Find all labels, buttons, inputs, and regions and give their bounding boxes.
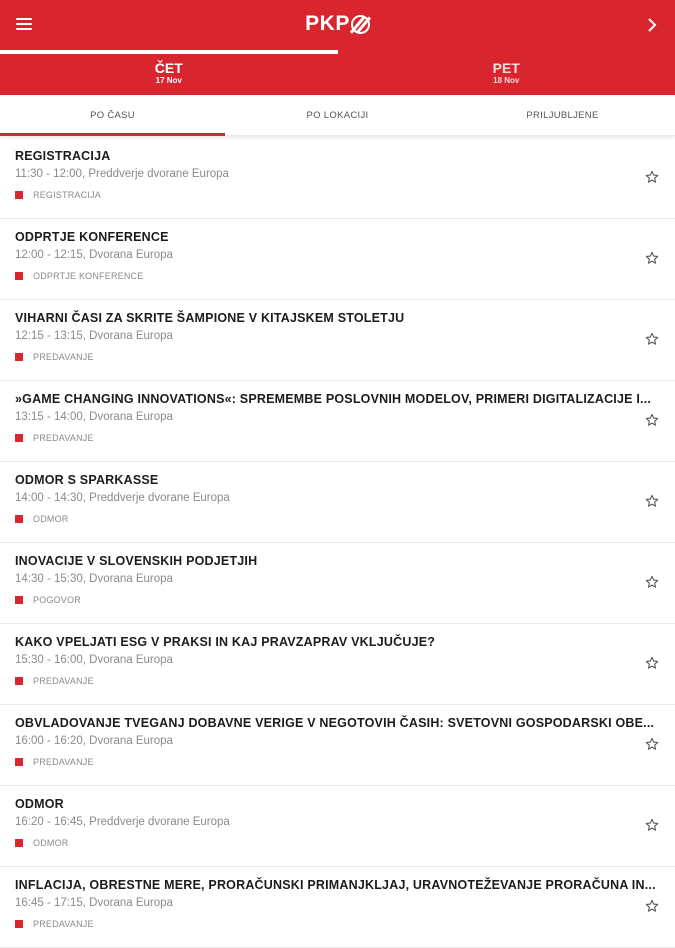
star-icon[interactable] xyxy=(644,574,660,590)
day-tab-indicator xyxy=(0,50,338,54)
star-icon[interactable] xyxy=(644,331,660,347)
session-tag xyxy=(15,352,94,362)
star-icon[interactable] xyxy=(644,736,660,752)
session-title: VIHARNI ČASI ZA SKRITE ŠAMPIONE V KITAJSKEM STOLETJU xyxy=(15,311,630,325)
tag-label: PREDAVANJE xyxy=(33,757,94,767)
app-logo xyxy=(0,12,675,36)
session-time-location: 12:00 - 12:15, Dvorana Europa xyxy=(15,249,173,261)
session-tag xyxy=(15,190,101,200)
star-icon[interactable] xyxy=(644,655,660,671)
logo-text: PKP xyxy=(305,12,350,36)
list-item[interactable] xyxy=(0,381,675,462)
tab-day-friday[interactable] xyxy=(338,50,675,95)
session-tag xyxy=(15,757,94,767)
session-list xyxy=(0,138,675,948)
list-item[interactable] xyxy=(0,462,675,543)
tab-by-time[interactable]: PO ČASU xyxy=(0,95,225,135)
tag-label: ODMOR xyxy=(33,514,69,524)
day-name: ČET xyxy=(0,60,338,76)
tab-by-location[interactable]: PO LOKACIJI xyxy=(225,95,450,135)
session-time-location: 14:00 - 14:30, Preddverje dvorane Europa xyxy=(15,492,230,504)
star-icon[interactable] xyxy=(644,250,660,266)
tag-label: ODPRTJE KONFERENCE xyxy=(33,271,143,281)
star-icon[interactable] xyxy=(644,493,660,509)
list-item[interactable] xyxy=(0,543,675,624)
session-title: INFLACIJA, OBRESTNE MERE, PRORAČUNSKI PRIMANJKLJAJ, URAVNOTEŽEVANJE PRORAČUNA IN... xyxy=(15,878,630,892)
tag-color-icon xyxy=(15,920,23,928)
logo-ball-icon xyxy=(351,15,370,34)
view-tabs xyxy=(0,95,675,136)
tag-color-icon xyxy=(15,434,23,442)
tag-label: ODMOR xyxy=(33,838,69,848)
list-item[interactable] xyxy=(0,867,675,948)
session-time-location: 16:00 - 16:20, Dvorana Europa xyxy=(15,735,173,747)
session-title: »GAME CHANGING INNOVATIONS«: SPREMEMBE POSLOVNIH MODELOV, PRIMERI DIGITALIZACIJE I... xyxy=(15,392,630,406)
session-tag xyxy=(15,919,94,929)
session-title: ODMOR xyxy=(15,797,630,811)
view-tab-indicator xyxy=(0,133,225,136)
day-date: 18 Nov xyxy=(338,76,675,86)
session-title: INOVACIJE V SLOVENSKIH PODJETJIH xyxy=(15,554,630,568)
day-name: PET xyxy=(338,60,675,76)
list-item[interactable] xyxy=(0,705,675,786)
session-time-location: 13:15 - 14:00, Dvorana Europa xyxy=(15,411,173,423)
session-time-location: 16:45 - 17:15, Dvorana Europa xyxy=(15,897,173,909)
session-time-location: 12:15 - 13:15, Dvorana Europa xyxy=(15,330,173,342)
list-item[interactable] xyxy=(0,219,675,300)
star-icon[interactable] xyxy=(644,898,660,914)
tag-color-icon xyxy=(15,353,23,361)
day-tabs xyxy=(0,50,675,95)
tag-color-icon xyxy=(15,596,23,604)
tag-label: POGOVOR xyxy=(33,595,81,605)
tag-color-icon xyxy=(15,272,23,280)
tab-favorites[interactable]: PRILJUBLJENE xyxy=(450,95,675,135)
star-icon[interactable] xyxy=(644,169,660,185)
tag-label: PREDAVANJE xyxy=(33,433,94,443)
chevron-right-icon[interactable] xyxy=(641,13,663,37)
session-title: ODMOR S SPARKASSE xyxy=(15,473,630,487)
session-title: ODPRTJE KONFERENCE xyxy=(15,230,630,244)
session-time-location: 11:30 - 12:00, Preddverje dvorane Europa xyxy=(15,168,229,180)
tag-color-icon xyxy=(15,839,23,847)
session-tag xyxy=(15,676,94,686)
session-title: REGISTRACIJA xyxy=(15,149,630,163)
session-time-location: 14:30 - 15:30, Dvorana Europa xyxy=(15,573,173,585)
tag-label: REGISTRACIJA xyxy=(33,190,101,200)
list-item[interactable] xyxy=(0,786,675,867)
list-item[interactable] xyxy=(0,138,675,219)
star-icon[interactable] xyxy=(644,817,660,833)
session-title: KAKO VPELJATI ESG V PRAKSI IN KAJ PRAVZAPRAV VKLJUČUJE? xyxy=(15,635,630,649)
tag-color-icon xyxy=(15,191,23,199)
tag-label: PREDAVANJE xyxy=(33,919,94,929)
list-item[interactable] xyxy=(0,624,675,705)
session-tag xyxy=(15,514,69,524)
day-date: 17 Nov xyxy=(0,76,338,86)
tag-color-icon xyxy=(15,677,23,685)
session-tag xyxy=(15,271,143,281)
list-item[interactable] xyxy=(0,300,675,381)
star-icon[interactable] xyxy=(644,412,660,428)
session-time-location: 16:20 - 16:45, Preddverje dvorane Europa xyxy=(15,816,230,828)
tab-day-thursday[interactable] xyxy=(0,50,338,95)
session-time-location: 15:30 - 16:00, Dvorana Europa xyxy=(15,654,173,666)
session-tag xyxy=(15,433,94,443)
tag-color-icon xyxy=(15,758,23,766)
session-title: OBVLADOVANJE TVEGANJ DOBAVNE VERIGE V NEGOTOVIH ČASIH: SVETOVNI GOSPODARSKI OBE... xyxy=(15,716,630,730)
tag-label: PREDAVANJE xyxy=(33,352,94,362)
tag-color-icon xyxy=(15,515,23,523)
app-bar xyxy=(0,0,675,50)
session-tag xyxy=(15,838,69,848)
tag-label: PREDAVANJE xyxy=(33,676,94,686)
session-tag xyxy=(15,595,81,605)
